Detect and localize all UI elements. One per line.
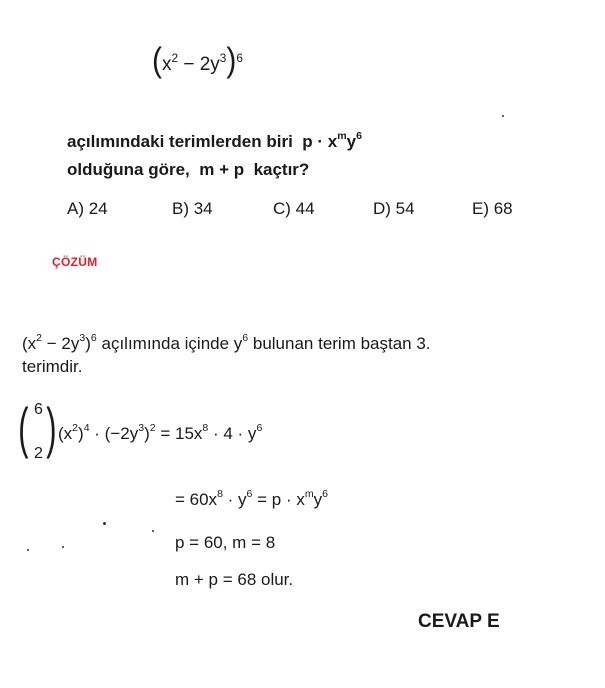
solution-step-2: = $60x^8 \cdot y^6 = p \cdot x^my^6$ — [175, 488, 328, 509]
answer-label: CEVAP E — [418, 611, 500, 632]
solution-step-1: $(x^2)^4 \cdot (-2y^3)^2 = 15x^8 \cdot 4 \cdot y^6$ — [58, 422, 263, 443]
solution-intro: $(x^2 - 2y^3)^6$ açılımında içinde $y^6$ bulunan terim baştan 3. — [22, 332, 431, 353]
option-c[interactable]: C) 44 — [273, 199, 315, 218]
scan-speck — [502, 115, 504, 117]
binom-bottom: 2 — [34, 445, 43, 462]
binom-left-paren: ( — [18, 396, 29, 459]
option-a[interactable]: A) 24 — [67, 199, 108, 218]
question-expression: $(x^2 - 2y^3)^6$ — [152, 41, 243, 80]
scan-speck — [62, 546, 64, 548]
close-paren: ) — [226, 41, 237, 80]
question-line-1: açılımındaki terimlerden biri $p \cdot x^my^6$ — [67, 130, 362, 151]
option-d[interactable]: D) 54 — [373, 199, 415, 218]
option-e[interactable]: E) 68 — [472, 199, 513, 218]
scan-speck — [103, 522, 106, 525]
binomial-coefficient — [20, 398, 60, 468]
solution-intro-line-2: terimdir. — [22, 357, 83, 376]
scan-speck — [27, 549, 29, 551]
solution-step-4: m + p = 68 olur. — [175, 570, 294, 589]
solution-step-3: p = 60, m = 8 — [175, 533, 276, 552]
open-paren: ( — [152, 41, 162, 80]
binom-top: 6 — [34, 401, 43, 418]
solution-title: ÇÖZÜM — [52, 255, 98, 269]
binom-right-paren: ) — [46, 396, 57, 459]
question-line-2: olduğuna göre, m + p kaçtır? — [67, 160, 310, 179]
scan-speck — [152, 530, 154, 532]
option-b[interactable]: B) 34 — [172, 199, 213, 218]
